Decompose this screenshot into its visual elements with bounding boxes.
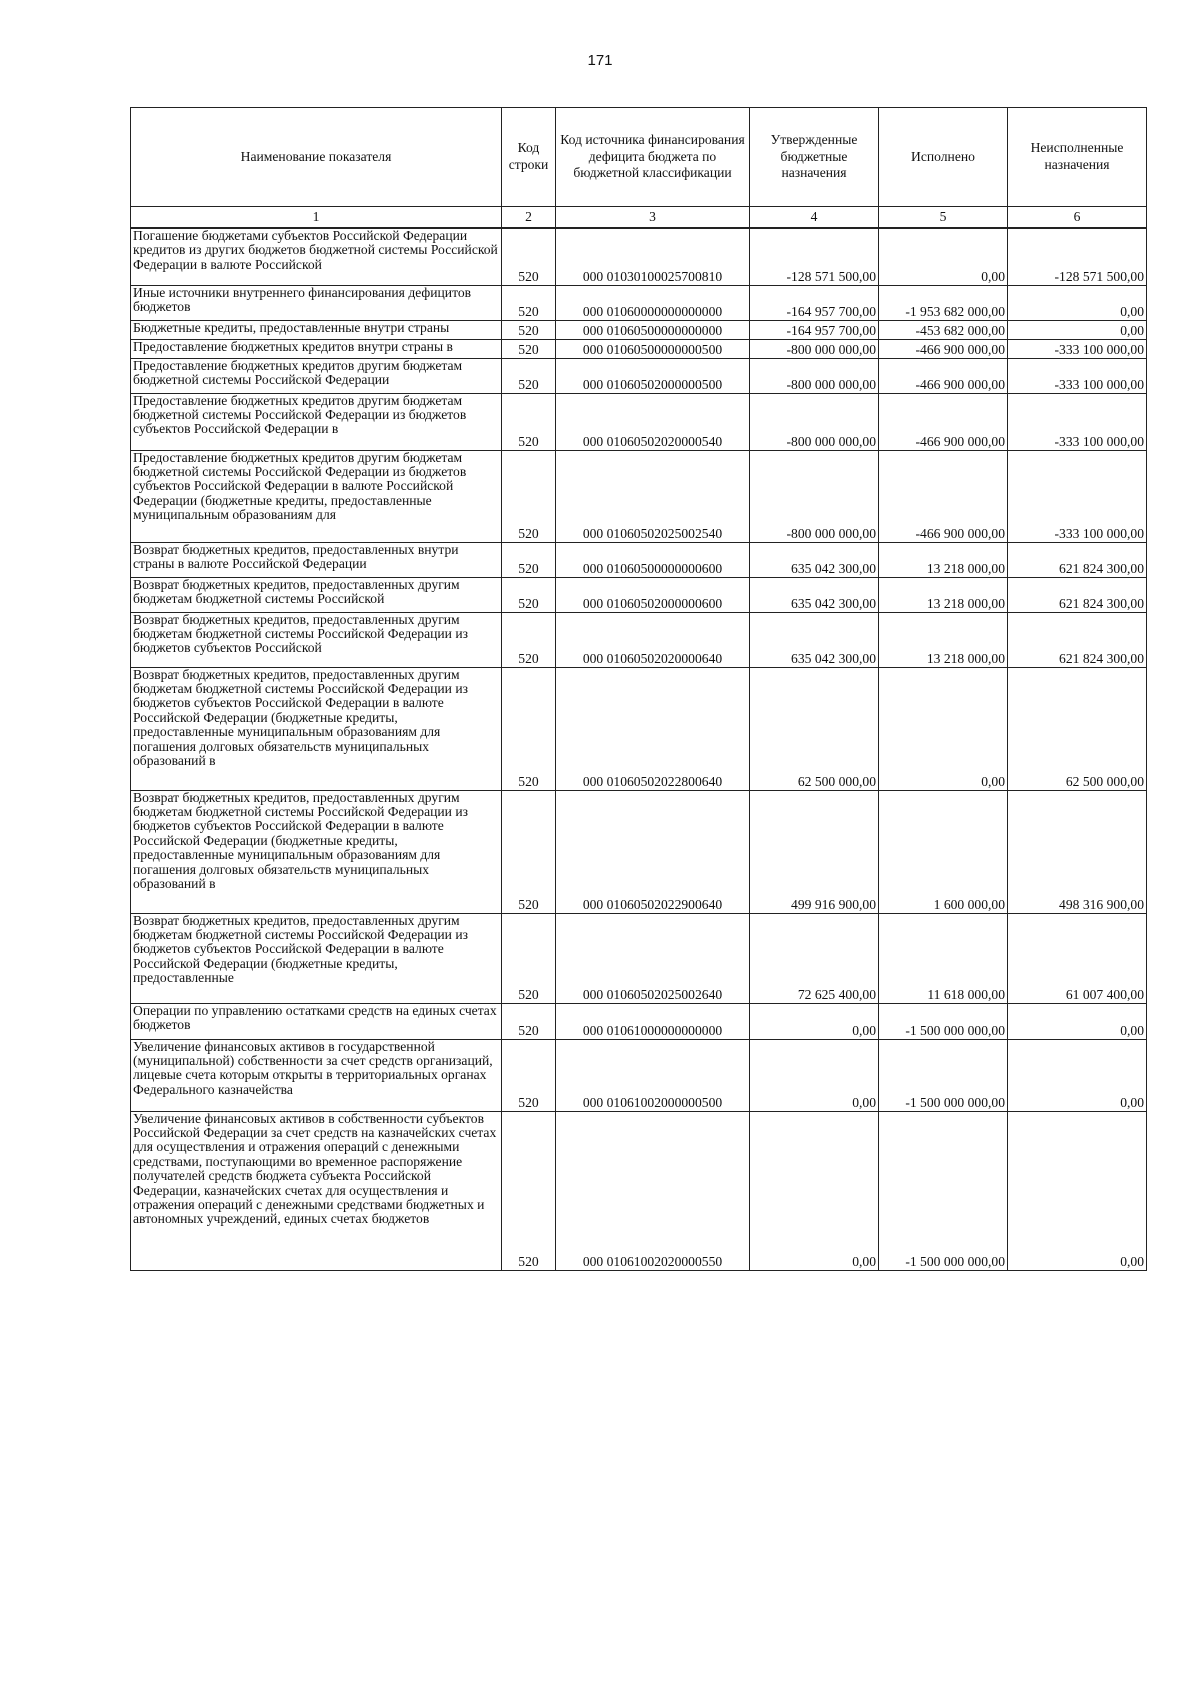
row-approved: -800 000 000,00 xyxy=(750,393,879,450)
row-approved: -164 957 700,00 xyxy=(750,320,879,339)
table-row xyxy=(131,612,1147,667)
row-approved: 635 042 300,00 xyxy=(750,612,879,667)
row-name: Операции по управлению остатками средств на единых счетах бюджетов xyxy=(133,1003,497,1032)
row-line-code: 520 xyxy=(502,339,556,358)
row-name: Возврат бюджетных кредитов, предоставленных внутри страны в валюте Российской Федерации xyxy=(133,542,459,571)
header-line-code: Код строки xyxy=(502,108,556,207)
row-unexecuted: 621 824 300,00 xyxy=(1008,612,1147,667)
row-executed: 13 218 000,00 xyxy=(879,542,1008,577)
row-unexecuted: 621 824 300,00 xyxy=(1008,577,1147,612)
row-approved: -800 000 000,00 xyxy=(750,339,879,358)
row-name: Предоставление бюджетных кредитов другим бюджетам бюджетной системы Российской Федерации из бюджетов субъектов Российской Федерации в валюте Российской Федерации (бюджетные кредиты, предоставленные муниципальным образованиям для xyxy=(133,450,467,523)
row-unexecuted: 0,00 xyxy=(1008,1039,1147,1111)
row-source-code: 000 01060500000000500 xyxy=(556,339,750,358)
table-body xyxy=(131,228,1147,1270)
report-table xyxy=(130,107,1147,1271)
row-source-code: 000 01061002000000500 xyxy=(556,1039,750,1111)
table-row xyxy=(131,450,1147,542)
row-executed: -1 500 000 000,00 xyxy=(879,1003,1008,1039)
row-line-code: 520 xyxy=(502,577,556,612)
column-number: 3 xyxy=(556,207,750,229)
row-line-code: 520 xyxy=(502,320,556,339)
row-approved: -128 571 500,00 xyxy=(750,228,879,285)
row-name-cell xyxy=(131,450,502,542)
column-number: 5 xyxy=(879,207,1008,229)
row-name: Возврат бюджетных кредитов, предоставленных другим бюджетам бюджетной системы Российской Федерации из бюджетов субъектов Российской Федерации в валюте Российской Федерации (бюджетные кредиты, предоставленные муниципальным образованиям для погашения долговых обязательств муниципальных образований в xyxy=(133,790,468,891)
row-source-code: 000 01060000000000000 xyxy=(556,285,750,320)
row-executed: -466 900 000,00 xyxy=(879,450,1008,542)
header-approved: Утвержденные бюджетные назначения xyxy=(750,108,879,207)
row-unexecuted: 0,00 xyxy=(1008,1003,1147,1039)
row-name: Погашение бюджетами субъектов Российской Федерации кредитов из других бюджетов бюджетной системы Российской Федерации в валюте Российской xyxy=(133,229,498,272)
row-name-cell xyxy=(131,542,502,577)
column-number: 6 xyxy=(1008,207,1147,229)
header-unexecuted: Неисполненные назначения xyxy=(1008,108,1147,207)
row-approved: 635 042 300,00 xyxy=(750,542,879,577)
row-approved: 0,00 xyxy=(750,1003,879,1039)
row-line-code: 520 xyxy=(502,542,556,577)
row-executed: -466 900 000,00 xyxy=(879,393,1008,450)
table-row xyxy=(131,339,1147,358)
row-approved: -800 000 000,00 xyxy=(750,358,879,393)
row-name: Возврат бюджетных кредитов, предоставленных другим бюджетам бюджетной системы Российской xyxy=(133,577,460,606)
row-executed: 1 600 000,00 xyxy=(879,790,1008,913)
row-name-cell xyxy=(131,913,502,1003)
row-name: Бюджетные кредиты, предоставленные внутри страны xyxy=(133,320,450,335)
row-name-cell xyxy=(131,393,502,450)
row-approved: 635 042 300,00 xyxy=(750,577,879,612)
table-row xyxy=(131,358,1147,393)
table-row xyxy=(131,913,1147,1003)
row-name: Возврат бюджетных кредитов, предоставленных другим бюджетам бюджетной системы Российской Федерации из бюджетов субъектов Российской Федерации в валюте Российской Федерации (бюджетные кредиты, предоставленные муниципальным образованиям для погашения долговых обязательств муниципальных образований в xyxy=(133,667,468,768)
row-name-cell xyxy=(131,1003,502,1039)
table-row xyxy=(131,790,1147,913)
row-line-code: 520 xyxy=(502,450,556,542)
row-name-cell xyxy=(131,1039,502,1111)
row-name-cell xyxy=(131,339,502,358)
row-approved: -800 000 000,00 xyxy=(750,450,879,542)
row-executed: -1 500 000 000,00 xyxy=(879,1111,1008,1270)
row-executed: -466 900 000,00 xyxy=(879,358,1008,393)
row-unexecuted: -333 100 000,00 xyxy=(1008,358,1147,393)
table-row xyxy=(131,667,1147,790)
row-executed: -1 953 682 000,00 xyxy=(879,285,1008,320)
row-approved: 499 916 900,00 xyxy=(750,790,879,913)
column-number: 4 xyxy=(750,207,879,229)
column-numbers-row xyxy=(131,207,1147,229)
row-unexecuted: 62 500 000,00 xyxy=(1008,667,1147,790)
header-indicator-name: Наименование показателя xyxy=(131,108,502,207)
table-row xyxy=(131,320,1147,339)
row-line-code: 520 xyxy=(502,612,556,667)
table-row xyxy=(131,1003,1147,1039)
row-source-code: 000 01030100025700810 xyxy=(556,228,750,285)
row-name: Увеличение финансовых активов в собственности субъектов Российской Федерации за счет средств на казначейских счетах для осуществления и отражения операций с денежными средствами, поступающими во временное распоряжение получателей средств бюджета субъекта Российской Федерации, казначейских счетах для осуществления и отражения операций с денежными средствами бюджетных и автономных учреждений, единых счетах бюджетов xyxy=(133,1111,497,1227)
row-executed: 13 218 000,00 xyxy=(879,577,1008,612)
row-name-cell xyxy=(131,320,502,339)
row-executed: 0,00 xyxy=(879,228,1008,285)
row-line-code: 520 xyxy=(502,1039,556,1111)
row-name: Увеличение финансовых активов в государственной (муниципальной) собственности за счет средств организаций, лицевые счета которым открыты в территориальных органах Федерального казначейства xyxy=(133,1039,493,1097)
row-unexecuted: 498 316 900,00 xyxy=(1008,790,1147,913)
row-executed: -453 682 000,00 xyxy=(879,320,1008,339)
page-number: 171 xyxy=(587,52,613,69)
row-source-code: 000 01060502025002640 xyxy=(556,913,750,1003)
table-row xyxy=(131,285,1147,320)
row-source-code: 000 01060502022800640 xyxy=(556,667,750,790)
row-unexecuted: -333 100 000,00 xyxy=(1008,339,1147,358)
row-line-code: 520 xyxy=(502,790,556,913)
row-name-cell xyxy=(131,285,502,320)
row-line-code: 520 xyxy=(502,667,556,790)
table-row xyxy=(131,577,1147,612)
row-unexecuted: -128 571 500,00 xyxy=(1008,228,1147,285)
table-header-row xyxy=(131,108,1147,207)
column-number: 1 xyxy=(131,207,502,229)
row-line-code: 520 xyxy=(502,393,556,450)
header-source-code: Код источника финансирования дефицита бюджета по бюджетной классификации xyxy=(556,108,750,207)
row-executed: -1 500 000 000,00 xyxy=(879,1039,1008,1111)
table-row xyxy=(131,228,1147,285)
row-line-code: 520 xyxy=(502,358,556,393)
header-executed: Исполнено xyxy=(879,108,1008,207)
row-name: Иные источники внутреннего финансирования дефицитов бюджетов xyxy=(133,285,472,314)
table-row xyxy=(131,542,1147,577)
row-executed: 13 218 000,00 xyxy=(879,612,1008,667)
row-line-code: 520 xyxy=(502,1003,556,1039)
row-unexecuted: 61 007 400,00 xyxy=(1008,913,1147,1003)
row-source-code: 000 01060502025002540 xyxy=(556,450,750,542)
row-name-cell xyxy=(131,228,502,285)
table-row xyxy=(131,1039,1147,1111)
row-name: Предоставление бюджетных кредитов другим бюджетам бюджетной системы Российской Федерации из бюджетов субъектов Российской Федерации в xyxy=(133,393,467,437)
row-approved: 0,00 xyxy=(750,1111,879,1270)
row-unexecuted: 0,00 xyxy=(1008,320,1147,339)
row-source-code: 000 01061002020000550 xyxy=(556,1111,750,1270)
row-unexecuted: 0,00 xyxy=(1008,285,1147,320)
row-name: Предоставление бюджетных кредитов другим бюджетам бюджетной системы Российской Федерации xyxy=(133,358,463,387)
row-source-code: 000 01060502020000640 xyxy=(556,612,750,667)
row-executed: 11 618 000,00 xyxy=(879,913,1008,1003)
row-unexecuted: -333 100 000,00 xyxy=(1008,393,1147,450)
row-line-code: 520 xyxy=(502,913,556,1003)
row-name-cell xyxy=(131,358,502,393)
row-name-cell xyxy=(131,667,502,790)
row-approved: 62 500 000,00 xyxy=(750,667,879,790)
row-unexecuted: 0,00 xyxy=(1008,1111,1147,1270)
row-executed: 0,00 xyxy=(879,667,1008,790)
table-row xyxy=(131,1111,1147,1270)
row-source-code: 000 01060502000000500 xyxy=(556,358,750,393)
table-row xyxy=(131,393,1147,450)
row-unexecuted: 621 824 300,00 xyxy=(1008,542,1147,577)
row-source-code: 000 01060502000000600 xyxy=(556,577,750,612)
row-source-code: 000 01060500000000000 xyxy=(556,320,750,339)
row-line-code: 520 xyxy=(502,1111,556,1270)
row-approved: 72 625 400,00 xyxy=(750,913,879,1003)
row-name-cell xyxy=(131,790,502,913)
row-name-cell xyxy=(131,577,502,612)
row-approved: 0,00 xyxy=(750,1039,879,1111)
row-line-code: 520 xyxy=(502,228,556,285)
row-name-cell xyxy=(131,612,502,667)
row-name: Предоставление бюджетных кредитов внутри страны в xyxy=(133,339,453,354)
row-name: Возврат бюджетных кредитов, предоставленных другим бюджетам бюджетной системы Российской Федерации из бюджетов субъектов Российской Федерации в валюте Российской Федерации (бюджетные кредиты, предоставленные xyxy=(133,913,468,986)
row-source-code: 000 01061000000000000 xyxy=(556,1003,750,1039)
row-name: Возврат бюджетных кредитов, предоставленных другим бюджетам бюджетной системы Российской Федерации из бюджетов субъектов Российской xyxy=(133,612,468,656)
row-name-cell xyxy=(131,1111,502,1270)
row-line-code: 520 xyxy=(502,285,556,320)
column-number: 2 xyxy=(502,207,556,229)
row-executed: -466 900 000,00 xyxy=(879,339,1008,358)
row-source-code: 000 01060502022900640 xyxy=(556,790,750,913)
row-approved: -164 957 700,00 xyxy=(750,285,879,320)
row-source-code: 000 01060500000000600 xyxy=(556,542,750,577)
row-unexecuted: -333 100 000,00 xyxy=(1008,450,1147,542)
row-source-code: 000 01060502020000540 xyxy=(556,393,750,450)
